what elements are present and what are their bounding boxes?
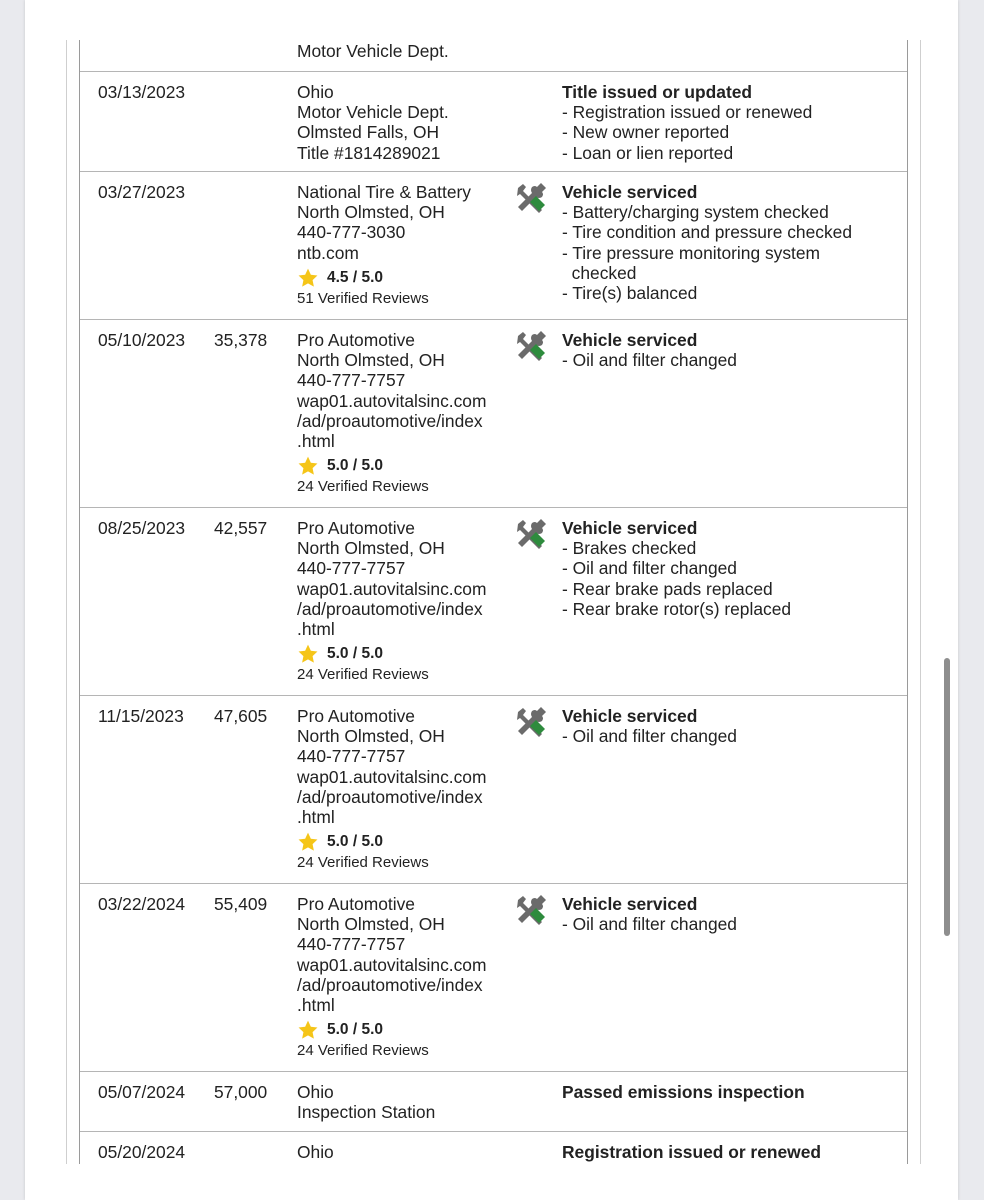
source [297,182,471,309]
rating [297,831,486,853]
details [562,182,852,303]
table-row [80,72,907,172]
source-line: North Olmsted, OH [297,350,445,371]
rating [297,643,486,665]
source-line: /ad/proautomotive/index [297,786,483,807]
details [562,1142,821,1162]
mileage: 57,000 [214,1082,268,1102]
source-line: ntb.com [297,242,359,263]
detail-item: - Loan or lien reported [562,142,734,163]
event-heading: Vehicle serviced [562,706,698,726]
rating-value: 4.5 / 5.0 [327,268,384,286]
source-line: Pro Automotive [297,706,415,726]
source-line: North Olmsted, OH [297,914,445,935]
source-line: Olmsted Falls, OH [297,122,440,143]
rating [297,455,486,477]
details [562,82,812,163]
service-date: 05/20/2024 [98,1142,186,1162]
rating [297,267,471,289]
verified-reviews-link[interactable]: 24 Verified Reviews [297,1042,429,1060]
source [297,894,486,1061]
source-line: Pro Automotive [297,518,415,538]
detail-item: - Tire condition and pressure checked [562,222,853,243]
history-table [79,40,908,1164]
table-row [80,172,907,320]
source-line: North Olmsted, OH [297,538,445,559]
wrench-screwdriver-icon [514,518,548,552]
service-date: 03/13/2023 [98,82,186,102]
source [297,330,486,497]
source-line: 440-777-3030 [297,222,406,243]
star-icon [297,831,319,853]
source-line: Title #1814289021 [297,142,441,163]
scrollbar[interactable] [944,658,950,936]
wrench-screwdriver-icon [514,182,548,216]
event-heading: Vehicle serviced [562,518,698,538]
wrench-screwdriver-icon [514,894,548,928]
detail-item: - New owner reported [562,122,730,143]
verified-reviews-link[interactable]: 24 Verified Reviews [297,478,429,496]
mileage: 42,557 [214,518,268,538]
table-row [80,320,907,508]
service-date: 05/10/2023 [98,330,186,350]
verified-reviews-link[interactable]: 51 Verified Reviews [297,289,429,307]
detail-item: - Battery/charging system checked [562,202,829,223]
table-row [80,508,907,696]
table-row [80,696,907,884]
detail-item: - Oil and filter changed [562,726,737,747]
event-heading: Vehicle serviced [562,182,698,202]
details [562,330,737,370]
service-date: 11/15/2023 [98,706,184,726]
source-line: .html [297,619,335,640]
detail-item: - Oil and filter changed [562,914,737,935]
detail-item: - Brakes checked [562,538,697,559]
source-line: /ad/proautomotive/index [297,410,483,431]
rating-value: 5.0 / 5.0 [327,833,384,851]
source [297,706,486,873]
source-line: Pro Automotive [297,894,415,914]
source-line: Pro Automotive [297,330,415,350]
detail-item: - Rear brake rotor(s) replaced [562,598,792,619]
detail-item: - Rear brake pads replaced [562,578,773,599]
source-line: 440-777-7757 [297,370,406,391]
source-line: 440-777-7757 [297,934,406,955]
service-date: 08/25/2023 [98,518,186,538]
mileage: 47,605 [214,706,268,726]
source [297,82,449,163]
source-line: .html [297,431,335,452]
source-line: North Olmsted, OH [297,726,445,747]
source [297,518,486,685]
wrench-screwdriver-icon [514,706,548,740]
service-date: 05/07/2024 [98,1082,186,1102]
mileage: 55,409 [214,894,268,914]
source-line: wap01.autovitalsinc.com [297,578,487,599]
source-line: .html [297,995,335,1016]
source-line: Ohio [297,1082,334,1102]
source-line: wap01.autovitalsinc.com [297,766,487,787]
source [297,1142,334,1162]
rating-value: 5.0 / 5.0 [327,1021,384,1039]
mileage: 35,378 [214,330,268,350]
service-date: 03/27/2023 [98,182,186,202]
table-row [80,1132,907,1192]
detail-item: - Tire pressure monitoring system [562,242,821,263]
source-line: 440-777-7757 [297,558,406,579]
details [562,1082,805,1102]
rating-value: 5.0 / 5.0 [327,457,384,475]
verified-reviews-link[interactable]: 24 Verified Reviews [297,666,429,684]
source-line: North Olmsted, OH [297,202,445,223]
source-line: Motor Vehicle Dept. [297,102,449,123]
rating [297,1019,486,1041]
source [297,1082,435,1122]
detail-item: - Tire(s) balanced [562,283,698,304]
source-line: Ohio [297,82,334,102]
table-row [80,0,907,72]
details [562,894,737,934]
source-line: Motor Vehicle Dept. [297,41,449,61]
star-icon [297,455,319,477]
detail-item: checked [562,262,637,283]
service-date: 03/22/2024 [98,894,186,914]
event-heading: Registration issued or renewed [562,1142,821,1162]
report-page [25,0,958,1200]
source-line: .html [297,807,335,828]
rating-value: 5.0 / 5.0 [327,645,384,663]
event-heading: Vehicle serviced [562,330,698,350]
event-heading: Title issued or updated [562,82,753,102]
detail-item: - Oil and filter changed [562,350,737,371]
source-line: National Tire & Battery [297,182,471,202]
source-line: Inspection Station [297,1102,436,1123]
source-line: /ad/proautomotive/index [297,598,483,619]
event-heading: Vehicle serviced [562,894,698,914]
detail-item: - Registration issued or renewed [562,102,813,123]
table-row [80,884,907,1072]
source-line: wap01.autovitalsinc.com [297,954,487,975]
wrench-screwdriver-icon [514,330,548,364]
source-line: wap01.autovitalsinc.com [297,390,487,411]
verified-reviews-link[interactable]: 24 Verified Reviews [297,854,429,872]
star-icon [297,1019,319,1041]
details [562,518,791,619]
event-heading: Passed emissions inspection [562,1082,805,1102]
star-icon [297,643,319,665]
star-icon [297,267,319,289]
detail-item: - Oil and filter changed [562,558,737,579]
source-line: Ohio [297,1142,334,1162]
table-row [80,1072,907,1132]
source-line: 440-777-7757 [297,746,406,767]
source-line: /ad/proautomotive/index [297,974,483,995]
details [562,706,737,746]
